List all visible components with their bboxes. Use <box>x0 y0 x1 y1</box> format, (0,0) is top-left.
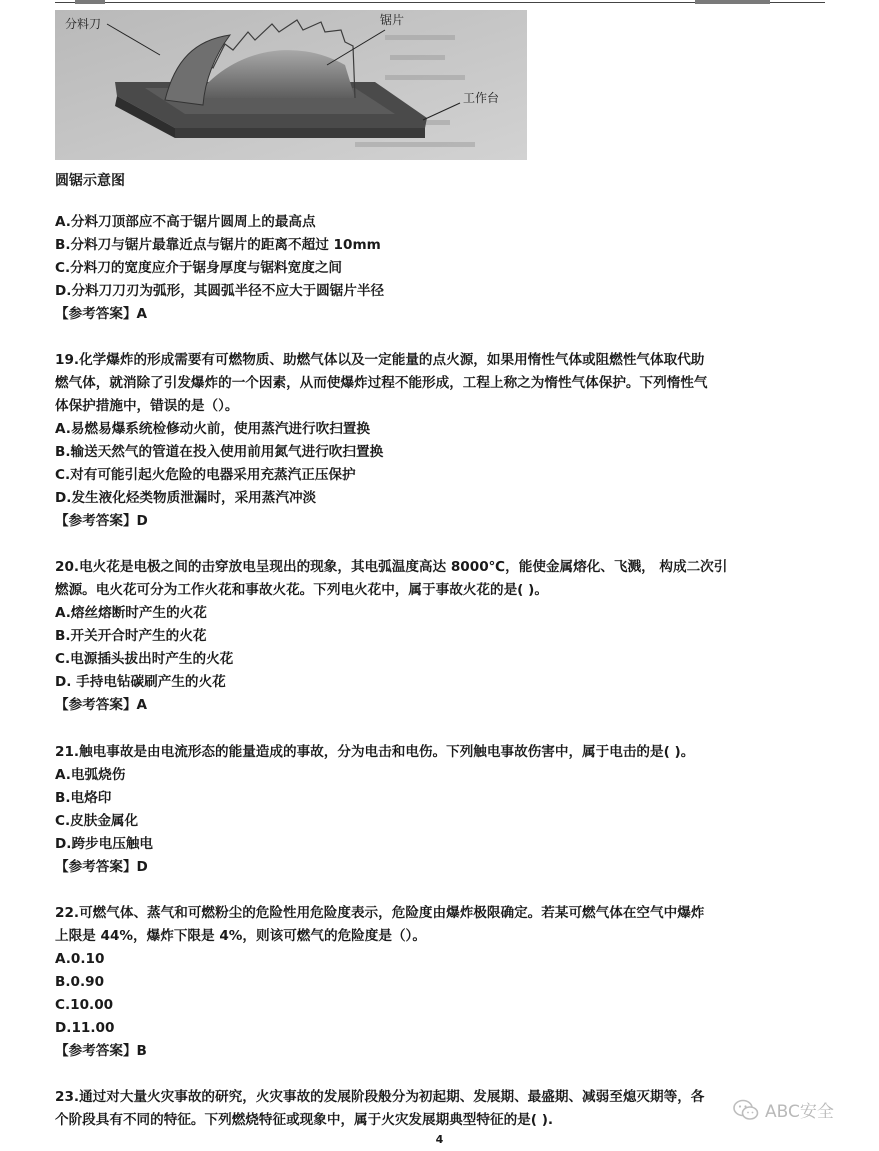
option-c: C.对有可能引起火危险的电器采用充蒸汽正压保护 <box>55 467 356 483</box>
option-c: C.电源插头拔出时产生的火花 <box>55 651 234 667</box>
header-mark <box>75 0 105 4</box>
option-b: B.电烙印 <box>55 790 112 806</box>
question-stem-line: 19.化学爆炸的形成需要有可燃物质、助燃气体以及一定能量的点火源，如果用惰性气体或阻燃性气体取代助 <box>55 352 705 368</box>
option-d: D.分料刀刀刃为弧形，其圆弧半径不应大于圆锯片半径 <box>55 283 385 299</box>
riving-knife-label: 分料刀 <box>65 17 102 31</box>
header-mark <box>695 0 770 4</box>
question-stem-line: 22.可燃气体、蒸气和可燃粉尘的危险性用危险度表示，危险度由爆炸极限确定。若某可燃气体在空气中爆炸 <box>55 905 705 921</box>
watermark-text: ABC安全 <box>765 1102 834 1122</box>
question-stem-line: 体保护措施中，错误的是（）。 <box>55 398 239 414</box>
question-stem-line: 燃源。电火花可分为工作火花和事故火花。下列电火花中，属于事故火花的是( )。 <box>55 582 548 598</box>
option-d: D. 手持电钻碳刷产生的火花 <box>55 674 226 690</box>
question-stem-line: 21.触电事故是由电流形态的能量造成的事故，分为电击和电伤。下列触电事故伤害中，属于电击的是( )。 <box>55 744 695 760</box>
option-a: A.电弧烧伤 <box>55 767 126 783</box>
header-rule <box>55 2 825 3</box>
answer-line: 【参考答案】B <box>55 1043 147 1059</box>
option-c: C.10.00 <box>55 997 114 1013</box>
answer-line: 【参考答案】A <box>55 697 148 713</box>
option-b: B.输送天然气的管道在投入使用前用氮气进行吹扫置换 <box>55 444 384 460</box>
worktable-label: 工作台 <box>463 91 500 105</box>
option-b: B.0.90 <box>55 974 105 990</box>
option-c: C.分料刀的宽度应介于锯身厚度与锯料宽度之间 <box>55 260 343 276</box>
question-21 <box>55 741 825 879</box>
option-a: A.易燃易爆系统检修动火前，使用蒸汽进行吹扫置换 <box>55 421 370 437</box>
option-a: A.分料刀顶部应不高于锯片圆周上的最高点 <box>55 214 316 230</box>
wechat-icon <box>733 1099 759 1121</box>
circular-saw-illustration <box>55 10 527 160</box>
figure-caption: 圆锯示意图 <box>55 173 125 189</box>
option-d: D.11.00 <box>55 1020 115 1036</box>
option-a: A.0.10 <box>55 951 105 967</box>
question-18-tail <box>55 211 825 326</box>
answer-line: 【参考答案】A <box>55 306 148 322</box>
circular-saw-figure <box>55 10 527 160</box>
saw-blade-label: 锯片 <box>380 13 405 27</box>
option-b: B.分料刀与锯片最靠近点与锯片的距离不超过 10mm <box>55 237 381 253</box>
question-stem-line: 个阶段具有不同的特征。下列燃烧特征或现象中，属于火灾发展期典型特征的是( ). <box>55 1112 554 1128</box>
question-stem-line: 燃气体，就消除了引发爆炸的一个因素，从而使爆炸过程不能形成，工程上称之为惰性气体保护。下列惰性气 <box>55 375 708 391</box>
question-stem-line: 23.通过对大量火灾事故的研究，火灾事故的发展阶段般分为初起期、发展期、最盛期、减弱至熄灭期等，各 <box>55 1089 705 1105</box>
option-b: B.开关开合时产生的火花 <box>55 628 207 644</box>
page-number: 4 <box>435 1133 444 1146</box>
option-d: D.跨步电压触电 <box>55 836 154 852</box>
question-20 <box>55 556 825 717</box>
question-22 <box>55 902 825 1063</box>
option-a: A.熔丝熔断时产生的火花 <box>55 605 207 621</box>
question-stem-line: 上限是 44%，爆炸下限是 4%，则该可燃气的危险度是（）。 <box>55 928 426 944</box>
question-19 <box>55 349 825 533</box>
answer-line: 【参考答案】D <box>55 513 148 529</box>
option-d: D.发生液化烃类物质泄漏时，采用蒸汽冲淡 <box>55 490 317 506</box>
answer-line: 【参考答案】D <box>55 859 148 875</box>
watermark <box>733 1097 834 1122</box>
question-23 <box>55 1086 825 1132</box>
question-stem-line: 20.电火花是电极之间的击穿放电呈现出的现象，其电弧温度高达 8000℃，能使金属熔化、飞溅， 构成二次引 <box>55 559 728 575</box>
option-c: C.皮肤金属化 <box>55 813 139 829</box>
